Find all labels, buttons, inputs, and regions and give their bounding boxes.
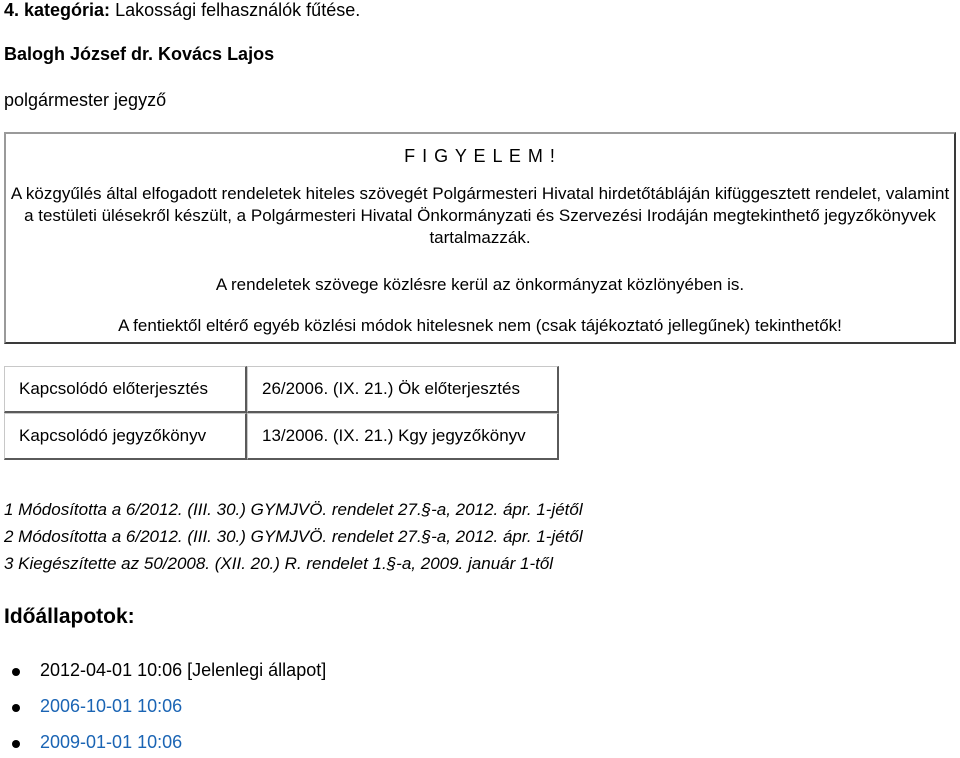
state-link-2009[interactable]: 2009-01-01 10:06 [40,732,183,752]
time-states-list [0,660,326,758]
related-proposal-value: 26/2006. (IX. 21.) Ök előterjesztés [247,366,559,413]
category-value: Lakossági felhasználók fűtése. [115,0,361,20]
notice-paragraph-3: A fentiektől eltérő egyéb közlési módok hitelesnek nem (csak tájékoztató jellegűnek) tekinthetők! [118,316,842,335]
current-state: 2012-04-01 10:06 [Jelenlegi állapot] [40,660,327,680]
notice-box [4,132,956,344]
related-documents-table [4,366,559,460]
footnote-1: 1 Módosította a 6/2012. (III. 30.) GYMJVÖ. rendelet 27.§-a, 2012. ápr. 1-jétől [4,500,583,519]
table-row [4,413,559,460]
signatory-titles: polgármester jegyző [4,90,167,110]
signatory-names: Balogh József dr. Kovács Lajos [4,44,275,64]
footnote-2: 2 Módosította a 6/2012. (III. 30.) GYMJVÖ. rendelet 27.§-a, 2012. ápr. 1-jétől [4,527,583,546]
list-item [0,696,326,732]
footnote-3: 3 Kiegészítette az 50/2008. (XII. 20.) R. rendelet 1.§-a, 2009. január 1-től [4,554,554,573]
related-minutes-value: 13/2006. (IX. 21.) Kgy jegyzőkönyv [247,413,559,460]
state-link-2006[interactable]: 2006-10-01 10:06 [40,696,183,716]
time-states-heading: Időállapotok: [4,605,135,628]
bullet-icon [12,704,20,712]
notice-title: F I G Y E L E M ! [404,146,556,166]
category-label: 4. kategória: [4,0,111,20]
notice-paragraph-1: A közgyűlés által elfogadott rendeletek hiteles szövegét Polgármesteri Hivatal hirdetőtábláján kifüggesztett rendelet, valamint a testületi ülésekről készült, a Polgármesteri Hivatal Önkormányzati és Szervezési Irodáján megtekinthető jegyzőkönyvek tartalmazzák. [10,184,950,247]
related-proposal-label: Kapcsolódó előterjesztés [4,366,247,413]
bullet-icon [12,668,20,676]
notice-paragraph-2: A rendeletek szövege közlésre kerül az önkormányzat közlönyében is. [215,275,745,294]
related-minutes-label: Kapcsolódó jegyzőkönyv [4,413,247,460]
footnotes [4,496,583,577]
category-line [4,0,360,21]
bullet-icon [12,740,20,748]
table-row [4,366,559,413]
list-item [0,732,326,758]
list-item [0,660,326,696]
